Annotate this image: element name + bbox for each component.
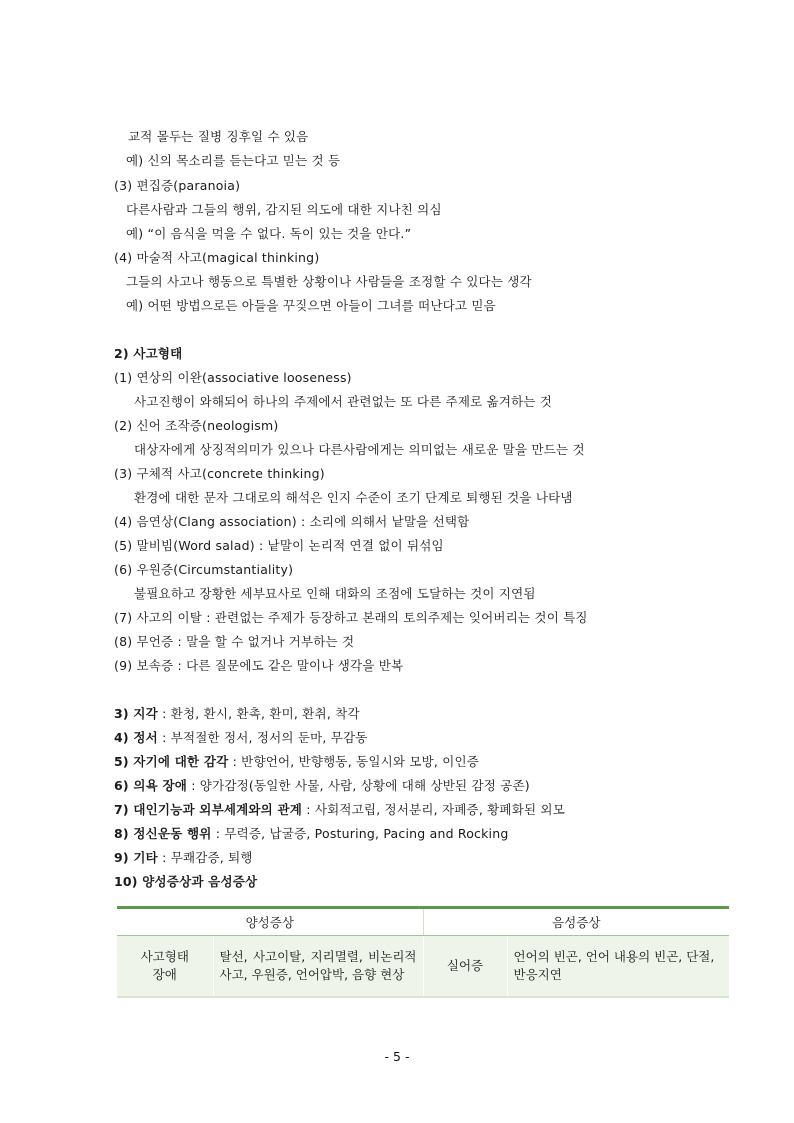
positive-category-line: 사고형태	[140, 949, 189, 964]
positive-category-line: 장애	[152, 967, 177, 982]
section-item	[114, 825, 509, 843]
list-item-heading: (3) 구체적 사고(concrete thinking)	[114, 466, 325, 481]
list-item: (9) 보속증 : 다른 질문에도 같은 말이나 생각을 반복	[114, 658, 404, 673]
section-number: 7)	[114, 802, 134, 817]
section-title: 정신운동 행위	[133, 826, 212, 841]
text-line: 예) 어떤 방법으로든 아들을 꾸짖으면 아들이 그녀를 떠난다고 믿음	[126, 298, 496, 313]
list-item-heading: (1) 연상의 이완(associative looseness)	[114, 370, 352, 385]
text-line: 사고진행이 와해되어 하나의 주제에서 관련없는 또 다른 주제로 옮겨하는 것	[134, 394, 553, 409]
section-item	[114, 753, 479, 771]
section-title: 의욕 장애	[133, 778, 188, 793]
list-item: (5) 말비빔(Word salad) : 낱말이 논리적 연결 없이 뒤섞임	[114, 538, 444, 553]
positive-category-cell	[117, 936, 213, 998]
section-heading: 10) 양성증상과 음성증상	[114, 874, 258, 889]
header-positive: 양성증상	[117, 908, 423, 936]
text-line: 예) 신의 목소리를 듣는다고 믿는 것 등	[126, 153, 341, 168]
section-text: : 무력증, 납굴증, Posturing, Pacing and Rocking	[211, 826, 509, 841]
list-item: (4) 음연상(Clang association) : 소리에 의해서 낱말을 선택함	[114, 514, 470, 529]
list-item-heading: (6) 우원증(Circumstantiality)	[114, 562, 294, 577]
section-item	[114, 849, 253, 867]
list-item-heading: (2) 신어 조작증(neologism)	[114, 418, 279, 433]
header-negative: 음성증상	[423, 908, 729, 936]
list-item-heading: (4) 마술적 사고(magical thinking)	[114, 250, 320, 265]
section-title: 자기에 대한 감각	[133, 754, 229, 769]
section-item	[114, 705, 360, 723]
text-line: 교적 몰두는 질병 징후일 수 있음	[128, 129, 309, 144]
section-number: 6)	[114, 778, 134, 793]
text-line: 다른사람과 그들의 행위, 감지된 의도에 대한 지나친 의심	[126, 202, 442, 217]
negative-content-cell: 언어의 빈곤, 언어 내용의 빈곤, 단절, 반응지연	[507, 936, 729, 998]
text-line: 환경에 대한 문자 그대로의 해석은 인지 수준이 조기 단계로 퇴행된 것을 나타냄	[134, 490, 573, 505]
list-item: (7) 사고의 이탈 : 관련없는 주제가 등장하고 본래의 토의주제는 잊어버리는 것이 특징	[114, 610, 588, 625]
table-header-row	[117, 908, 729, 936]
section-item	[114, 729, 368, 747]
text-line: 예) “이 음식을 먹을 수 없다. 독이 있는 것을 안다.”	[126, 226, 412, 241]
text-line: 대상자에게 상징적의미가 있으나 다른사람에게는 의미없는 새로운 말을 만드는 것	[134, 442, 585, 457]
table-row	[117, 936, 729, 998]
page-number: - 5 -	[384, 1049, 410, 1064]
section-number: 9)	[114, 850, 134, 865]
section-number: 3)	[114, 706, 134, 721]
section-text: : 양가감정(동일한 사물, 사람, 상황에 대해 상반된 감정 공존)	[187, 778, 530, 793]
section-title: 지각	[133, 706, 158, 721]
section-text: : 무쾌감증, 퇴행	[157, 850, 253, 865]
section-item	[114, 777, 530, 795]
positive-content-cell: 탈선, 사고이탈, 지리멸렬, 비논리적 사고, 우원증, 언어압박, 음향 현상	[213, 936, 423, 998]
section-heading: 2) 사고형태	[114, 346, 183, 361]
section-text: : 반향언어, 반향행동, 동일시와 모방, 이인증	[228, 754, 480, 769]
section-title: 기타	[133, 850, 158, 865]
list-item-heading: (3) 편집증(paranoia)	[114, 178, 241, 193]
symptom-table	[117, 906, 729, 998]
section-text: : 환청, 환시, 환촉, 환미, 환취, 착각	[157, 706, 360, 721]
text-line: 그들의 사고나 행동으로 특별한 상황이나 사람들을 조정할 수 있다는 생각	[126, 274, 532, 289]
list-item: (8) 무언증 : 말을 할 수 없거나 거부하는 것	[114, 634, 355, 649]
section-number: 8)	[114, 826, 134, 841]
text-line: 불필요하고 장황한 세부묘사로 인해 대화의 조점에 도달하는 것이 지연됨	[134, 586, 536, 601]
section-item	[114, 801, 565, 819]
section-title: 정서	[133, 730, 158, 745]
section-number: 4)	[114, 730, 134, 745]
negative-category-cell: 실어증	[423, 936, 507, 998]
section-text: : 부적절한 정서, 정서의 둔마, 무감동	[157, 730, 368, 745]
section-text: : 사회적고립, 정서분리, 자폐증, 황폐화된 외모	[302, 802, 565, 817]
section-title: 대인기능과 외부세계와의 관계	[133, 802, 303, 817]
section-number: 5)	[114, 754, 134, 769]
